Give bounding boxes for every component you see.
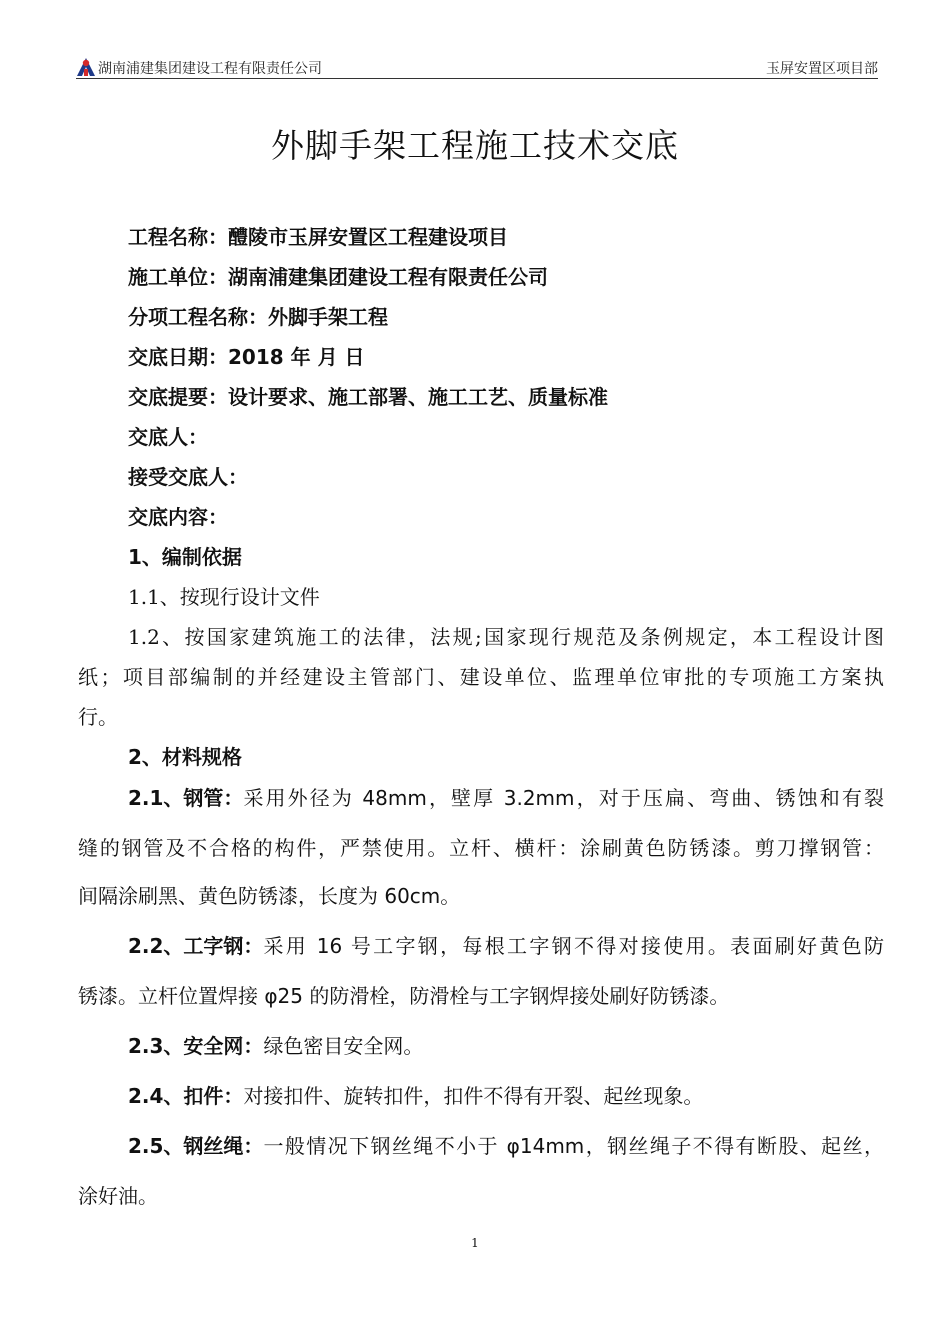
- section-2-5-line-1: [128, 1130, 884, 1159]
- section-1-2-line-3: 行。: [78, 705, 118, 729]
- section-2-1-line-3: 间隔涂刷黑、黄色防锈漆，长度为 60cm。: [78, 884, 461, 908]
- section-2-1-text-1: 采用外径为 48mm，壁厚 3.2mm，对于压扁、弯曲、锈蚀和有裂: [243, 786, 884, 810]
- section-2-1-line-2: 缝的钢管及不合格的构件，严禁使用。立杆、横杆：涂刷黄色防锈漆。剪刀撑钢管：: [78, 836, 884, 860]
- project-name-line: 工程名称：醴陵市玉屏安置区工程建设项目: [128, 225, 508, 249]
- sub-project-line: 分项工程名称：外脚手架工程: [128, 305, 388, 329]
- section-2-2-label: 2.2、工字钢：: [128, 934, 264, 958]
- receiver-line: 接受交底人：: [128, 465, 248, 489]
- section-2-5-label: 2.5、钢丝绳：: [128, 1134, 264, 1158]
- section-2-4-line: [128, 1080, 703, 1109]
- summary-line: 交底提要：设计要求、施工部署、施工工艺、质量标准: [128, 385, 608, 409]
- constructor-line: 施工单位：湖南浦建集团建设工程有限责任公司: [128, 265, 548, 289]
- section-2-2-line-1: [128, 930, 884, 959]
- section-2-3-text: 绿色密目安全网。: [263, 1034, 424, 1058]
- section-1-1: 1.1、按现行设计文件: [128, 585, 320, 609]
- company-logo-icon: [76, 57, 96, 77]
- document-title: 外脚手架工程施工技术交底: [271, 126, 679, 165]
- section-2-3-label: 2.3、安全网：: [128, 1034, 264, 1058]
- section-2-4-text: 对接扣件、旋转扣件，扣件不得有开裂、起丝现象。: [243, 1084, 704, 1108]
- page-header: [76, 56, 878, 79]
- page-number: 1: [471, 1236, 479, 1250]
- section-2-1-label: 2.1、钢管：: [128, 786, 244, 810]
- header-company-name: 湖南浦建集团建设工程有限责任公司: [98, 61, 322, 77]
- header-project-dept: 玉屏安置区项目部: [766, 61, 878, 77]
- section-2-heading: 2、材料规格: [128, 745, 242, 769]
- section-1-2-line-2: 纸；项目部编制的并经建设主管部门、建设单位、监理单位审批的专项施工方案执: [78, 665, 884, 689]
- section-1-heading: 1、编制依据: [128, 545, 242, 569]
- discloser-line: 交底人：: [128, 425, 208, 449]
- section-2-4-label: 2.4、扣件：: [128, 1084, 244, 1108]
- section-2-1-line-1: [128, 782, 884, 811]
- content-label-line: 交底内容：: [128, 505, 228, 529]
- section-2-2-line-2: 锈漆。立杆位置焊接 φ25 的防滑栓，防滑栓与工字钢焊接处刷好防锈漆。: [78, 984, 730, 1008]
- date-line: 交底日期：2018 年 月 日: [128, 345, 365, 369]
- section-2-5-text-1: 一般情况下钢丝绳不小于 φ14mm，钢丝绳子不得有断股、起丝，: [263, 1134, 884, 1158]
- section-2-3-line: [128, 1030, 423, 1059]
- section-2-5-line-2: 涂好油。: [78, 1184, 158, 1208]
- section-2-2-text-1: 采用 16 号工字钢，每根工字钢不得对接使用。表面刷好黄色防: [263, 934, 884, 958]
- section-1-2-line-1: 1.2、按国家建筑施工的法律，法规;国家现行规范及条例规定，本工程设计图: [128, 625, 884, 649]
